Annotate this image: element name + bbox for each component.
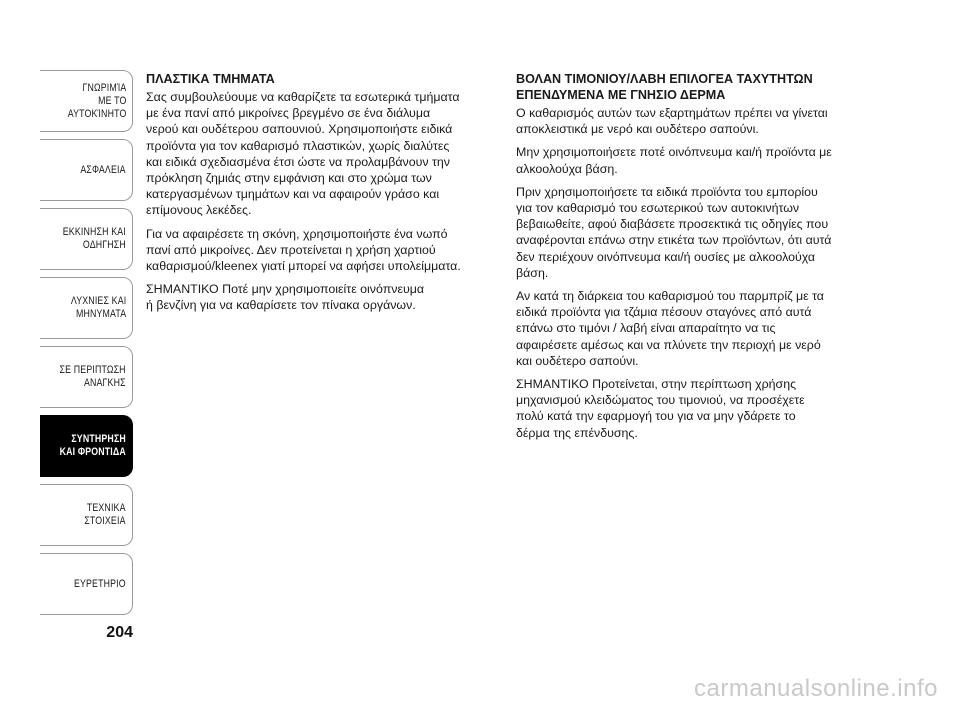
text-line: δέρμα της επένδυσης. <box>516 425 638 440</box>
paragraph <box>146 281 494 313</box>
text-line: Ο καθαρισμός αυτών των εξαρτημάτων πρέπει να γίνεται <box>516 106 828 120</box>
text-line: ειδικά προϊόντα για τζάμια πέσουν σταγόνες από αυτά <box>516 305 812 320</box>
text-line: δεν περιέχουν οινόπνευμα και/ή ουσίες με αλκοολούχα <box>516 249 816 264</box>
section-leather-steering-wheel <box>516 71 872 448</box>
text-line: πανί από μικροίνες. Δεν προτείνεται η χρήση χαρτιού <box>146 242 436 257</box>
text-line: Σας συμβουλεύουμε να καθαρίζετε τα εσωτερικά τμήματα <box>146 90 460 104</box>
text-line: ΣΗΜΑΝΤΙΚΟ Προτείνεται, στην περίπτωση χρήσης <box>516 377 797 392</box>
chapter-tab[interactable] <box>40 415 133 477</box>
chapter-tab[interactable] <box>40 70 133 132</box>
paragraph <box>146 89 494 219</box>
chapter-tab-label: ΣΕ ΠΕΡΙΠΤΩΣΗ ΑΝΑΓΚΗΣ <box>59 364 126 389</box>
chapter-tab-label: ΕΚΚΙΝΗΣΗ ΚΑΙ ΟΔΗΓΗΣΗ <box>62 226 126 251</box>
text-line: και ειδικά σχεδιασμένα έτσι ώστε να προλαμβάνουν την <box>146 154 450 169</box>
text-line: Μην χρησιμοποιήσετε ποτέ οινόπνευμα και/ή προϊόντα με <box>516 145 832 160</box>
text-line: επίμονους λεκέδες. <box>146 203 252 218</box>
chapter-tab[interactable] <box>40 208 133 270</box>
chapter-tab[interactable] <box>40 139 133 201</box>
text-line: ή βενζίνη για να καθαρίσετε τον πίνακα οργάνων. <box>146 298 416 313</box>
text-line: Πριν χρησιμοποιήσετε τα ειδικά προϊόντα του εμπορίου <box>516 184 818 199</box>
section-title <box>516 71 872 103</box>
text-line: και ουδέτερο σαπούνι. <box>516 353 639 368</box>
text-line: με ένα πανί από μικροίνες βρεγμένο σε ένα διάλυμα <box>146 106 431 121</box>
text-line: αναφέρονται επάνω στην ετικέτα των προϊόντων, ότι αυτά <box>516 233 832 248</box>
chapter-tab-label: ΤΕΧΝΙΚΑ ΣΤΟΙΧΕΙΑ <box>84 502 126 527</box>
chapter-tab-label: ΑΣΦΑΛΕΙΑ <box>80 163 126 176</box>
text-line: κατεργασμένων τμημάτων και να αφαιρούν γράσο και <box>146 187 440 202</box>
text-line: προϊόντα για τον καθαρισμό πλαστικών, χωρίς διαλύτες <box>146 138 450 153</box>
chapter-tab-label: ΓΝΩΡΙΜΊΑ ΜΕ ΤΟ ΑΥΤΟΚΊΝΗΤΟ <box>67 81 126 120</box>
chapter-tab-label: ΣΥΝΤΗΡΗΣΗ ΚΑΙ ΦΡΟΝΤΙΔΑ <box>59 433 126 458</box>
section-title-line: ΒΟΛΑΝ ΤΙΜΟΝΙΟΥ/ΛΑΒΗ ΕΠΙΛΟΓΕΑ ΤΑΧΥΤΗΤΩΝ <box>516 72 813 86</box>
text-line: αφαιρέσετε αμέσως και να πλύνετε την περιοχή με νερό <box>516 337 821 352</box>
section-plastic-parts <box>146 71 494 321</box>
text-line: ΣΗΜΑΝΤΙΚΟ Ποτέ μην χρησιμοποιείτε οινόπνευμα <box>146 282 425 297</box>
chapter-tab[interactable] <box>40 484 133 546</box>
chapter-tab[interactable] <box>40 553 133 615</box>
text-line: Αν κατά τη διάρκεια του καθαρισμού του παρμπρίζ με τα <box>516 289 824 304</box>
text-line: Για να αφαιρέσετε τη σκόνη, χρησιμοποιήστε ένα νωπό <box>146 226 448 241</box>
chapter-tab-label: ΛΥΧΝΙΕΣ ΚΑΙ ΜΗΝΥΜΑΤΑ <box>70 295 126 320</box>
text-line: για τον καθαρισμό του εσωτερικού των αυτοκινήτων <box>516 201 800 216</box>
text-line: πολύ κατά την εφαρμογή του για να μην γδάρετε το <box>516 409 796 424</box>
text-line: βεβαιωθείτε, αφού διαβάσετε προσεκτικά τις οδηγίες που <box>516 217 829 232</box>
paragraph <box>516 144 872 176</box>
chapter-tab[interactable] <box>40 346 133 408</box>
watermark-text: carmanualsonline.info <box>694 675 938 702</box>
paragraph <box>516 376 872 441</box>
paragraph <box>516 184 872 281</box>
chapter-tab-label: ΕΥΡΕΤΗΡΙΟ <box>74 577 126 590</box>
section-title-line: ΕΠΕΝΔΥΜΕΝΑ ΜΕ ΓΝΗΣΙΟ ΔΕΡΜΑ <box>516 88 726 102</box>
text-line: νερού και ουδέτερου σαπουνιού. Χρησιμοποιήστε ειδικά <box>146 122 453 137</box>
section-body <box>516 105 872 441</box>
paragraph <box>516 288 872 369</box>
text-line: πρόκληση ζημιάς στην εμφάνιση και στο χρώμα των <box>146 171 432 186</box>
text-line: μηχανισμού κλειδώματος του τιμονιού, να προσέχετε <box>516 393 805 408</box>
text-line: καθαρισμού/kleenex γιατί μπορεί να αφήσει υπολείμματα. <box>146 259 461 274</box>
text-line: αλκοολούχα βάση. <box>516 161 618 176</box>
text-line: βάση. <box>516 265 549 280</box>
section-body <box>146 89 494 314</box>
page-number: 204 <box>106 624 133 641</box>
paragraph <box>146 226 494 275</box>
text-line: αποκλειστικά με νερό και ουδέτερο σαπούνι. <box>516 122 759 137</box>
text-line: επάνω στο τιμόνι / λαβή είναι απαραίτητο να τις <box>516 321 776 336</box>
paragraph <box>516 105 872 137</box>
section-title: ΠΛΑΣΤΙΚΑ ΤΜΗΜΑΤΑ <box>146 72 275 86</box>
chapter-tab[interactable] <box>40 277 133 339</box>
